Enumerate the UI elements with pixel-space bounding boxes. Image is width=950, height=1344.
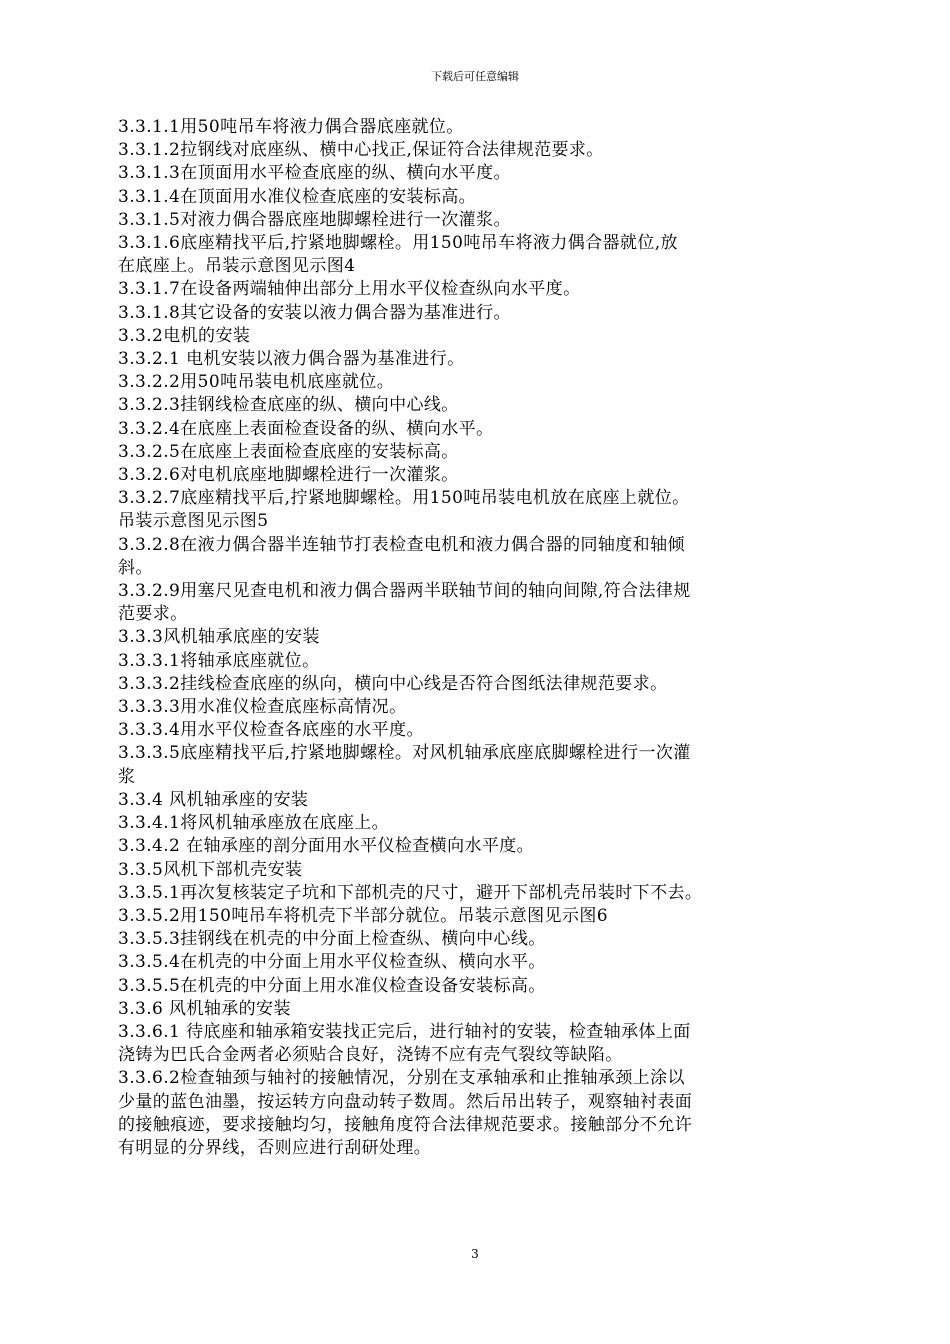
text-line: 3.3.1.5对液力偶合器底座地脚螺栓进行一次灌浆。 xyxy=(118,209,511,230)
text-line: 范要求。 xyxy=(118,604,188,625)
text-line: 浆 xyxy=(118,766,136,787)
text-line: 3.3.2.3挂钢线检查底座的纵、横向中心线。 xyxy=(118,395,459,416)
text-line: 斜。 xyxy=(118,557,153,578)
text-line: 3.3.2.9用塞尺见查电机和液力偶合器两半联轴节间的轴向间隙,符合法律规 xyxy=(118,581,691,602)
text-line: 有明显的分界线，否则应进行刮研处理。 xyxy=(118,1137,432,1158)
text-line: 3.3.4 风机轴承座的安装 xyxy=(118,789,309,810)
text-line: 3.3.1.8其它设备的安装以液力偶合器为基准进行。 xyxy=(118,302,511,323)
text-line: 3.3.1.6底座精找平后,拧紧地脚螺栓。用150吨吊车将液力偶合器就位,放 xyxy=(118,233,678,254)
text-line: 3.3.1.4在顶面用水准仪检查底座的安装标高。 xyxy=(118,186,477,207)
text-line: 3.3.3.1将轴承底座就位。 xyxy=(118,650,320,671)
text-line: 3.3.2.8在液力偶合器半连轴节打表检查电机和液力偶合器的同轴度和轴倾 xyxy=(118,534,685,555)
text-line: 3.3.2.6对电机底座地脚螺栓进行一次灌浆。 xyxy=(118,465,459,486)
page-header: 下载后可任意编辑 xyxy=(431,70,519,83)
text-line: 3.3.3.4用水平仪检查各底座的水平度。 xyxy=(118,720,424,741)
text-line: 3.3.3.2挂线检查底座的纵向，横向中心线是否符合图纸法律规范要求。 xyxy=(118,673,668,694)
text-line: 3.3.2.7底座精找平后,拧紧地脚螺栓。用150吨吊装电机放在底座上就位。 xyxy=(118,488,690,509)
text-line: 3.3.2.5在底座上表面检查底座的安装标高。 xyxy=(118,441,459,462)
text-line: 3.3.3.3用水准仪检查底座标高情况。 xyxy=(118,697,407,718)
text-line: 在底座上。吊装示意图见示图4 xyxy=(118,256,356,277)
text-line: 3.3.2电机的安装 xyxy=(118,325,251,346)
text-line: 3.3.2.4在底座上表面检查设备的纵、横向水平。 xyxy=(118,418,494,439)
text-line: 少量的蓝色油墨，按运转方向盘动转子数周。然后吊出转子，观察轴衬表面 xyxy=(118,1091,693,1112)
text-line: 的接触痕迹，要求接触均匀，接触角度符合法律规范要求。接触部分不允许 xyxy=(118,1114,693,1135)
text-line: 3.3.5.5在机壳的中分面上用水准仪检查设备安装标高。 xyxy=(118,975,546,996)
text-line: 3.3.6.2检查轴颈与轴衬的接触情况，分别在支承轴承和止推轴承颈上涂以 xyxy=(118,1068,685,1089)
text-line: 3.3.4.1将风机轴承座放在底座上。 xyxy=(118,813,390,834)
text-line: 3.3.5.1再次复核装定子坑和下部机壳的尺寸，避开下部机壳吊装时下不去。 xyxy=(118,882,703,903)
text-line: 吊装示意图见示图5 xyxy=(118,511,269,532)
document-body xyxy=(118,116,860,1160)
text-line: 3.3.3.5底座精找平后,拧紧地脚螺栓。对风机轴承底座底脚螺栓进行一次灌 xyxy=(118,743,691,764)
text-line: 3.3.5.2用150吨吊车将机壳下半部分就位。吊装示意图见示图6 xyxy=(118,905,608,926)
text-line: 3.3.3风机轴承底座的安装 xyxy=(118,627,320,648)
text-line: 3.3.2.2用50吨吊装电机底座就位。 xyxy=(118,372,395,393)
text-line: 3.3.1.7在设备两端轴伸出部分上用水平仪检查纵向水平度。 xyxy=(118,279,581,300)
text-line: 3.3.5.3挂钢线在机壳的中分面上检查纵、横向中心线。 xyxy=(118,929,546,950)
page-number: 3 xyxy=(471,1247,479,1261)
text-line: 3.3.2.1 电机安装以液力偶合器为基准进行。 xyxy=(118,349,465,370)
text-line: 浇铸为巴氏合金两者必须贴合良好，浇铸不应有壳气裂纹等缺陷。 xyxy=(118,1045,623,1066)
text-line: 3.3.4.2 在轴承座的剖分面用水平仪检查横向水平度。 xyxy=(118,836,535,857)
text-line: 3.3.1.3在顶面用水平检查底座的纵、横向水平度。 xyxy=(118,163,511,184)
text-line: 3.3.5.4在机壳的中分面上用水平仪检查纵、横向水平。 xyxy=(118,952,546,973)
text-line: 3.3.1.2拉钢线对底座纵、横中心找正,保证符合法律规范要求。 xyxy=(118,140,604,161)
text-line: 3.3.5风机下部机壳安装 xyxy=(118,859,303,880)
text-line: 3.3.1.1用50吨吊车将液力偶合器底座就位。 xyxy=(118,117,464,137)
text-line: 3.3.6.1 待底座和轴承箱安装找正完后，进行轴衬的安装，检查轴承体上面 xyxy=(118,1021,691,1042)
text-line: 3.3.6 风机轴承的安装 xyxy=(118,998,291,1019)
